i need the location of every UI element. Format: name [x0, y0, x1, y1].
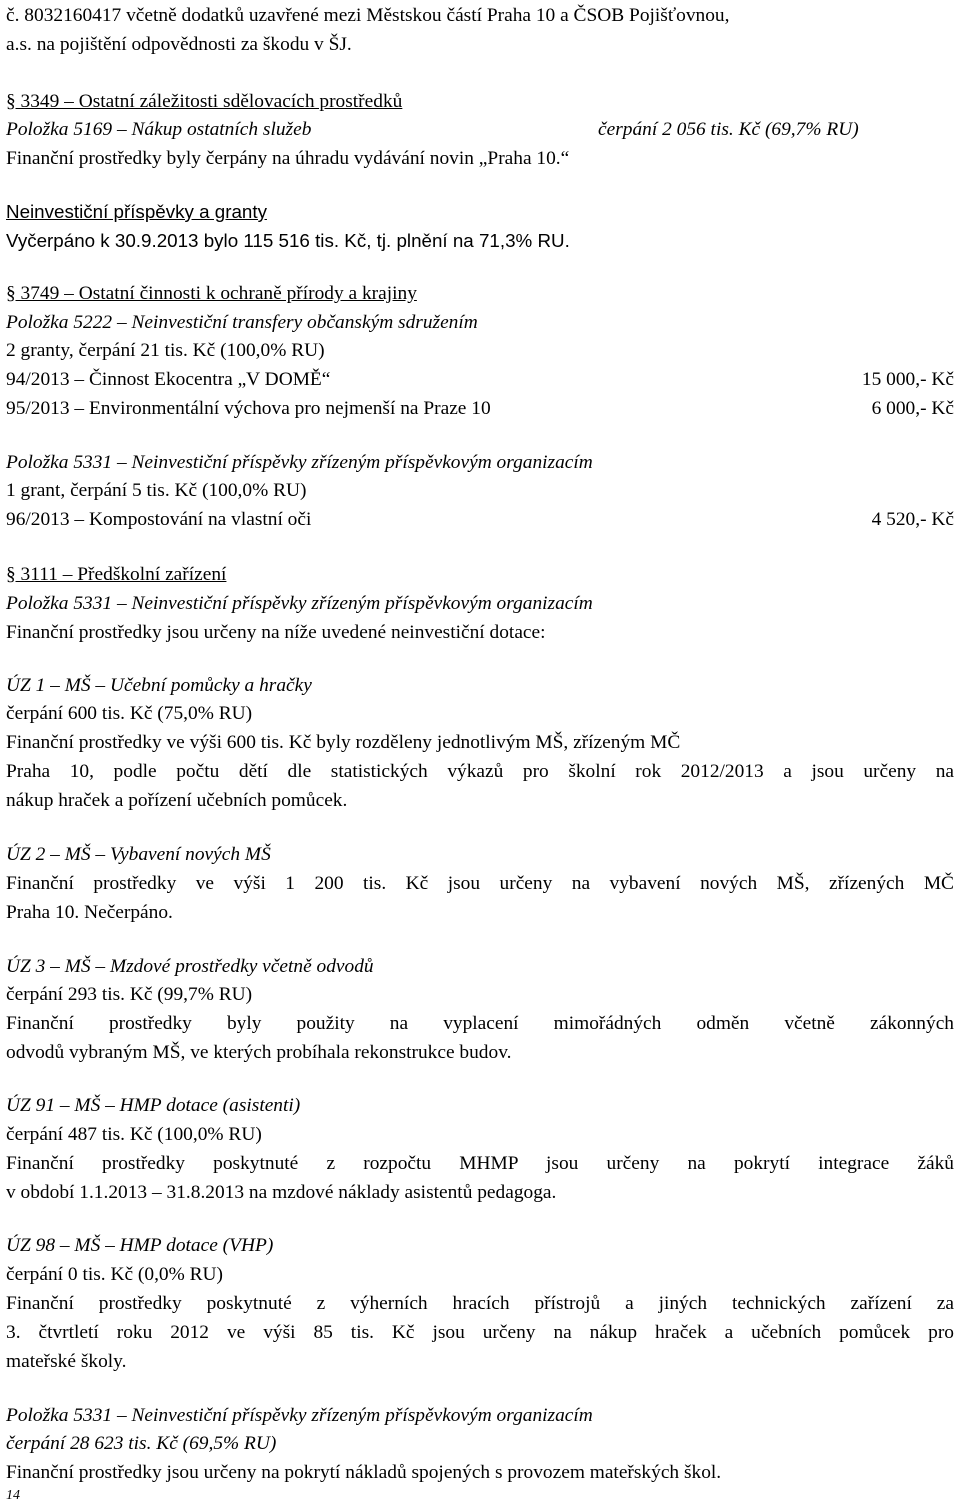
- page-number: 14: [6, 1488, 20, 1503]
- item-label: Položka 5222 – Neinvestiční transfery občanským sdružením: [6, 312, 478, 333]
- item-label: Položka 5169 – Nákup ostatních služeb: [6, 119, 312, 140]
- text-line: čerpání 293 tis. Kč (99,7% RU): [6, 984, 253, 1005]
- grant-row: [6, 508, 954, 532]
- grant-label: 95/2013 – Environmentální výchova pro nejmenší na Praze 10: [6, 398, 491, 419]
- section-heading: § 3349 – Ostatní záležitosti sdělovacích prostředků: [6, 91, 403, 112]
- section-heading: § 3111 – Předškolní zařízení: [6, 564, 227, 585]
- text-line: Finanční prostředky ve výši 600 tis. Kč byly rozděleny jednotlivým MŠ, zřízeným MČ: [6, 732, 681, 753]
- uz-heading: ÚZ 2 – MŠ – Vybavení nových MŠ: [6, 844, 271, 865]
- uz-heading: ÚZ 3 – MŠ – Mzdové prostředky včetně odvodů: [6, 956, 374, 977]
- text-line: Finanční prostředky poskytnuté z rozpočtu MHMP jsou určeny na pokrytí integrace žáků: [6, 1153, 954, 1174]
- section-heading: Neinvestiční příspěvky a granty: [6, 201, 267, 222]
- uz-heading: ÚZ 1 – MŠ – Učební pomůcky a hračky: [6, 675, 312, 696]
- text-line: 1 grant, čerpání 5 tis. Kč (100,0% RU): [6, 480, 307, 501]
- grant-label: 96/2013 – Kompostování na vlastní oči: [6, 509, 312, 530]
- grant-amount: 15 000,- Kč: [861, 369, 954, 390]
- item-line: [6, 118, 954, 142]
- grant-amount: 4 520,- Kč: [871, 509, 954, 530]
- grant-label: 94/2013 – Činnost Ekocentra „V DOMĚ“: [6, 369, 331, 390]
- uz-heading: ÚZ 98 – MŠ – HMP dotace (VHP): [6, 1235, 274, 1256]
- text-line: Vyčerpáno k 30.9.2013 bylo 115 516 tis. Kč, tj. plnění na 71,3% RU.: [6, 230, 570, 251]
- text-line: čerpání 487 tis. Kč (100,0% RU): [6, 1124, 262, 1145]
- text-line: č. 8032160417 včetně dodatků uzavřené mezi Městskou částí Praha 10 a ČSOB Pojišťovnou,: [6, 5, 730, 26]
- text-line: nákup hraček a pořízení učebních pomůcek.: [6, 790, 348, 811]
- section-heading: § 3749 – Ostatní činnosti k ochraně přírody a krajiny: [6, 283, 417, 304]
- text-line: Finanční prostředky jsou určeny na níže uvedené neinvestiční dotace:: [6, 622, 546, 643]
- item-label: Položka 5331 – Neinvestiční příspěvky zřízeným příspěvkovým organizacím: [6, 1405, 593, 1426]
- text-line: Finanční prostředky ve výši 1 200 tis. Kč jsou určeny na vybavení nových MŠ, zřízených MČ: [6, 873, 954, 894]
- text-line: a.s. na pojištění odpovědnosti za škodu v ŠJ.: [6, 34, 352, 55]
- item-spending: čerpání 2 056 tis. Kč (69,7% RU): [598, 119, 859, 140]
- item-spending: čerpání 28 623 tis. Kč (69,5% RU): [6, 1433, 277, 1454]
- text-line: 2 granty, čerpání 21 tis. Kč (100,0% RU): [6, 340, 325, 361]
- grant-row: [6, 368, 954, 392]
- text-line: čerpání 0 tis. Kč (0,0% RU): [6, 1264, 224, 1285]
- item-label: Položka 5331 – Neinvestiční příspěvky zřízeným příspěvkovým organizacím: [6, 452, 593, 473]
- text-line: čerpání 600 tis. Kč (75,0% RU): [6, 703, 253, 724]
- text-line: Finanční prostředky byly čerpány na úhradu vydávání novin „Praha 10.“: [6, 148, 570, 169]
- grant-amount: 6 000,- Kč: [871, 398, 954, 419]
- text-line: 3. čtvrtletí roku 2012 ve výši 85 tis. Kč jsou určeny na nákup hraček a učebních pomůcek pro: [6, 1322, 954, 1343]
- text-line: Finanční prostředky byly použity na vyplacení mimořádných odměn včetně zákonných: [6, 1013, 954, 1034]
- grant-row: [6, 397, 954, 421]
- text-line: Finanční prostředky poskytnuté z výherních hracích přístrojů a jiných technických zařízení za: [6, 1293, 954, 1314]
- text-line: Praha 10. Nečerpáno.: [6, 902, 173, 923]
- text-line: Finanční prostředky jsou určeny na pokrytí nákladů spojených s provozem mateřských škol.: [6, 1462, 722, 1483]
- text-line: Praha 10, podle počtu dětí dle statistických výkazů pro školní rok 2012/2013 a jsou určeny na: [6, 761, 954, 782]
- text-line: v období 1.1.2013 – 31.8.2013 na mzdové náklady asistentů pedagoga.: [6, 1182, 557, 1203]
- text-line: mateřské školy.: [6, 1351, 127, 1372]
- item-label: Položka 5331 – Neinvestiční příspěvky zřízeným příspěvkovým organizacím: [6, 593, 593, 614]
- text-line: odvodů vybraným MŠ, ve kterých probíhala rekonstrukce budov.: [6, 1042, 512, 1063]
- uz-heading: ÚZ 91 – MŠ – HMP dotace (asistenti): [6, 1095, 301, 1116]
